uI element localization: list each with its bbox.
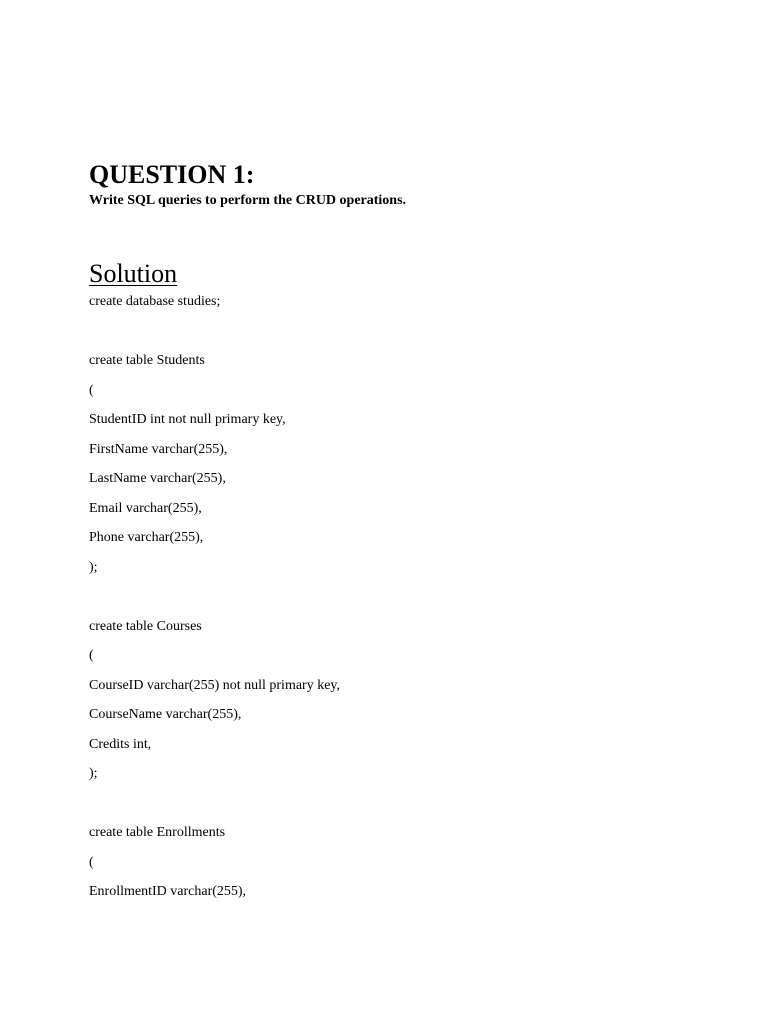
- code-line: Phone varchar(255),: [89, 530, 204, 545]
- question-text: Write SQL queries to perform the CRUD operations.: [89, 193, 407, 208]
- code-line: CourseID varchar(255) not null primary key,: [89, 677, 341, 693]
- code-line: create table Enrollments: [89, 825, 226, 840]
- code-line: create table Students: [89, 353, 205, 368]
- code-line: );: [89, 559, 98, 575]
- code-line: (: [89, 854, 94, 870]
- code-line: EnrollmentID varchar(255),: [89, 884, 247, 899]
- code-line: CourseName varchar(255),: [89, 707, 242, 722]
- solution-code-block: [89, 291, 340, 911]
- code-line: create database studies;: [89, 294, 221, 309]
- code-line: [89, 793, 340, 823]
- code-line: (: [89, 648, 94, 663]
- code-line: Email varchar(255),: [89, 500, 202, 516]
- code-line: [89, 321, 340, 351]
- code-line: );: [89, 766, 98, 781]
- solution-heading: Solution: [89, 259, 178, 288]
- code-line: FirstName varchar(255),: [89, 441, 228, 457]
- code-line: Credits int,: [89, 736, 152, 752]
- question-title: QUESTION 1:: [89, 160, 255, 189]
- code-line: create table Courses: [89, 618, 202, 634]
- code-line: StudentID int not null primary key,: [89, 412, 286, 427]
- code-line: (: [89, 382, 94, 398]
- code-line: [89, 586, 340, 616]
- code-line: LastName varchar(255),: [89, 471, 226, 486]
